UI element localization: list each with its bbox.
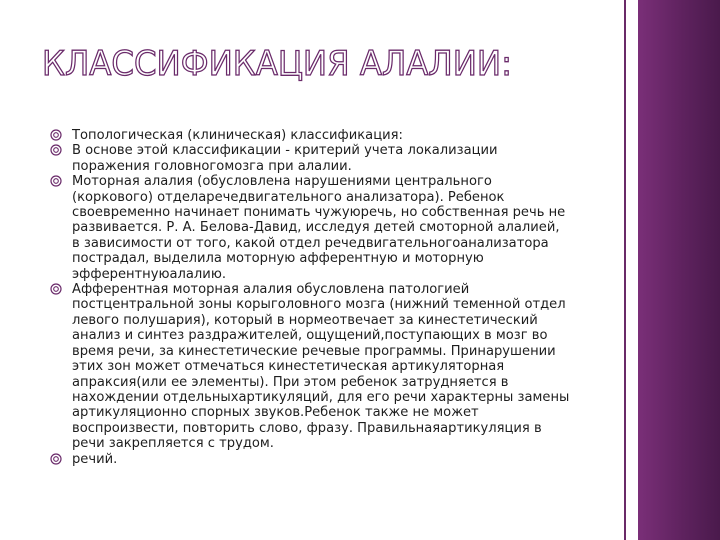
target-bullet-icon [50, 175, 62, 187]
target-bullet-icon [50, 144, 62, 156]
slide-title-graphic [40, 40, 620, 84]
list-item [50, 128, 610, 143]
list-item [50, 143, 610, 174]
target-bullet-icon [50, 453, 62, 465]
bullet-list [50, 128, 610, 467]
list-item [50, 174, 610, 282]
decorative-side-panel [638, 0, 720, 540]
list-item [50, 282, 610, 451]
list-item-text: речий. [72, 451, 118, 467]
decorative-divider [624, 0, 626, 540]
target-bullet-icon [50, 283, 62, 295]
title-text: КЛАССИФИКАЦИЯ АЛАЛИИ: [42, 44, 512, 84]
list-item-text: Афферентная моторная алалия обусловлена патологией постцентральной зоны корыголовного мозга (нижний теменной отдел левого полушария), который в нормеотвечает за кинестетический анализ и синтез раздражителей, ощущений,поступающих в мозг во время речи, за кинестетические речевые программы. Принарушении этих зон может отмечаться кинестетическая артикуляторная апраксия(или ее элементы). При этом ребенок затрудняется в нахождении отдельныхартикуляций, для его речи характерны замены артикуляционно спорных звуков.Ребенок также не может воспроизвести, повторить слово, фразу. Правильнаяартикуляция в речи закрепляется с трудом. [72, 282, 570, 452]
target-bullet-icon [50, 129, 62, 141]
list-item-text: В основе этой классификации - критерий учета локализации поражения головногомозга при алалии. [72, 143, 498, 174]
list-item [50, 452, 610, 467]
slide-title [40, 40, 620, 84]
list-item-text: Моторная алалия (обусловлена нарушениями центрального (коркового) отделаречедвигательного анализатора). Ребенок своевременно начинает понимать чужуюречь, но собственная речь не развивается. Р. А. Белова-Давид, исследуя детей смоторной алалией, в зависимости от того, какой отдел речедвигательногоанализатора пострадал, выделила моторную афферентную и моторную эфферентнуюалалию. [72, 174, 566, 282]
list-item-text: Топологическая (клиническая) классификация: [72, 128, 403, 143]
